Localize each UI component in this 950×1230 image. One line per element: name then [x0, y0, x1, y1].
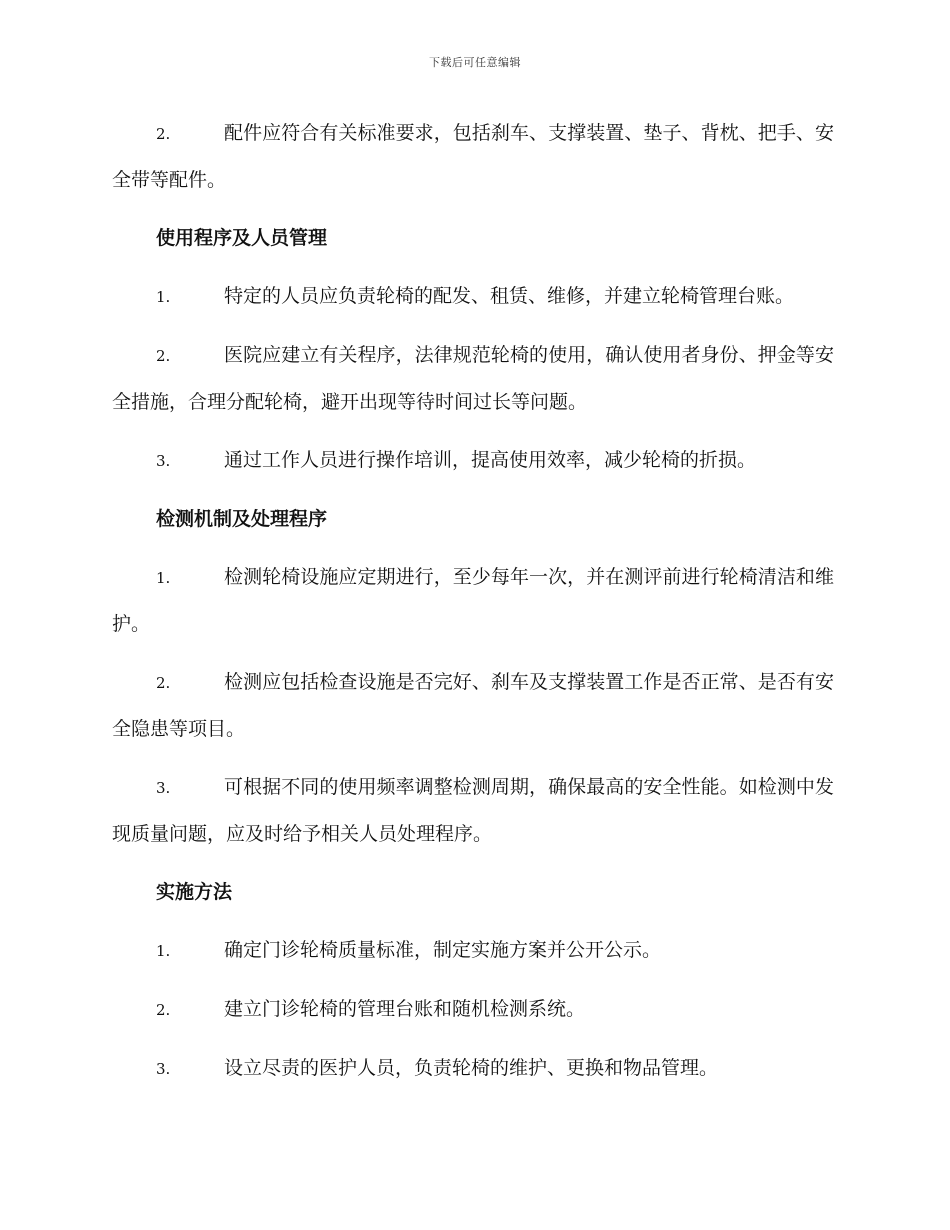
- item-number: 2.: [156, 125, 171, 143]
- item-number: 3.: [156, 1060, 171, 1078]
- item-text: 医院应建立有关程序，法律规范轮椅的使用，确认使用者身份、押金等安全措施，合理分配轮椅，避开出现等待时间过长等问题。: [112, 344, 834, 413]
- item-text: 配件应符合有关标准要求，包括刹车、支撑装置、垫子、背枕、把手、安全带等配件。: [112, 122, 834, 191]
- item-number: 3.: [156, 452, 171, 470]
- item-text: 特定的人员应负责轮椅的配发、租赁、维修，并建立轮椅管理台账。: [224, 285, 795, 307]
- item-text: 检测应包括检查设施是否完好、刹车及支撑装置工作是否正常、是否有安全隐患等项目。: [112, 671, 834, 740]
- item-number: 2.: [156, 347, 171, 365]
- list-item: [112, 437, 834, 484]
- item-number: 1.: [156, 288, 171, 306]
- item-text: 可根据不同的使用频率调整检测周期，确保最高的安全性能。如检测中发现质量问题，应及时给予相关人员处理程序。: [112, 776, 834, 845]
- list-item: [112, 927, 834, 974]
- item-number: 1.: [156, 569, 171, 587]
- list-item: [112, 110, 834, 203]
- section-heading: 检测机制及处理程序: [156, 508, 328, 530]
- section-heading: 实施方法: [156, 881, 233, 903]
- list-item: [112, 554, 834, 647]
- list-item: [112, 1045, 834, 1092]
- list-item: [112, 273, 834, 320]
- list-item: [112, 986, 834, 1033]
- page-header-note: 下载后可任意编辑: [429, 56, 521, 69]
- list-item: [112, 659, 834, 752]
- item-number: 3.: [156, 779, 171, 797]
- item-text: 建立门诊轮椅的管理台账和随机检测系统。: [224, 998, 586, 1020]
- list-item: [112, 764, 834, 857]
- item-number: 1.: [156, 942, 171, 960]
- item-text: 通过工作人员进行操作培训，提高使用效率，减少轮椅的折损。: [224, 449, 757, 471]
- section-heading: 使用程序及人员管理: [156, 227, 328, 249]
- item-number: 2.: [156, 1001, 171, 1019]
- document-body: [112, 110, 834, 1104]
- list-item: [112, 332, 834, 425]
- item-number: 2.: [156, 674, 171, 692]
- item-text: 确定门诊轮椅质量标准，制定实施方案并公开公示。: [224, 939, 662, 961]
- item-text: 设立尽责的医护人员，负责轮椅的维护、更换和物品管理。: [224, 1057, 719, 1079]
- item-text: 检测轮椅设施应定期进行，至少每年一次，并在测评前进行轮椅清洁和维护。: [112, 566, 834, 635]
